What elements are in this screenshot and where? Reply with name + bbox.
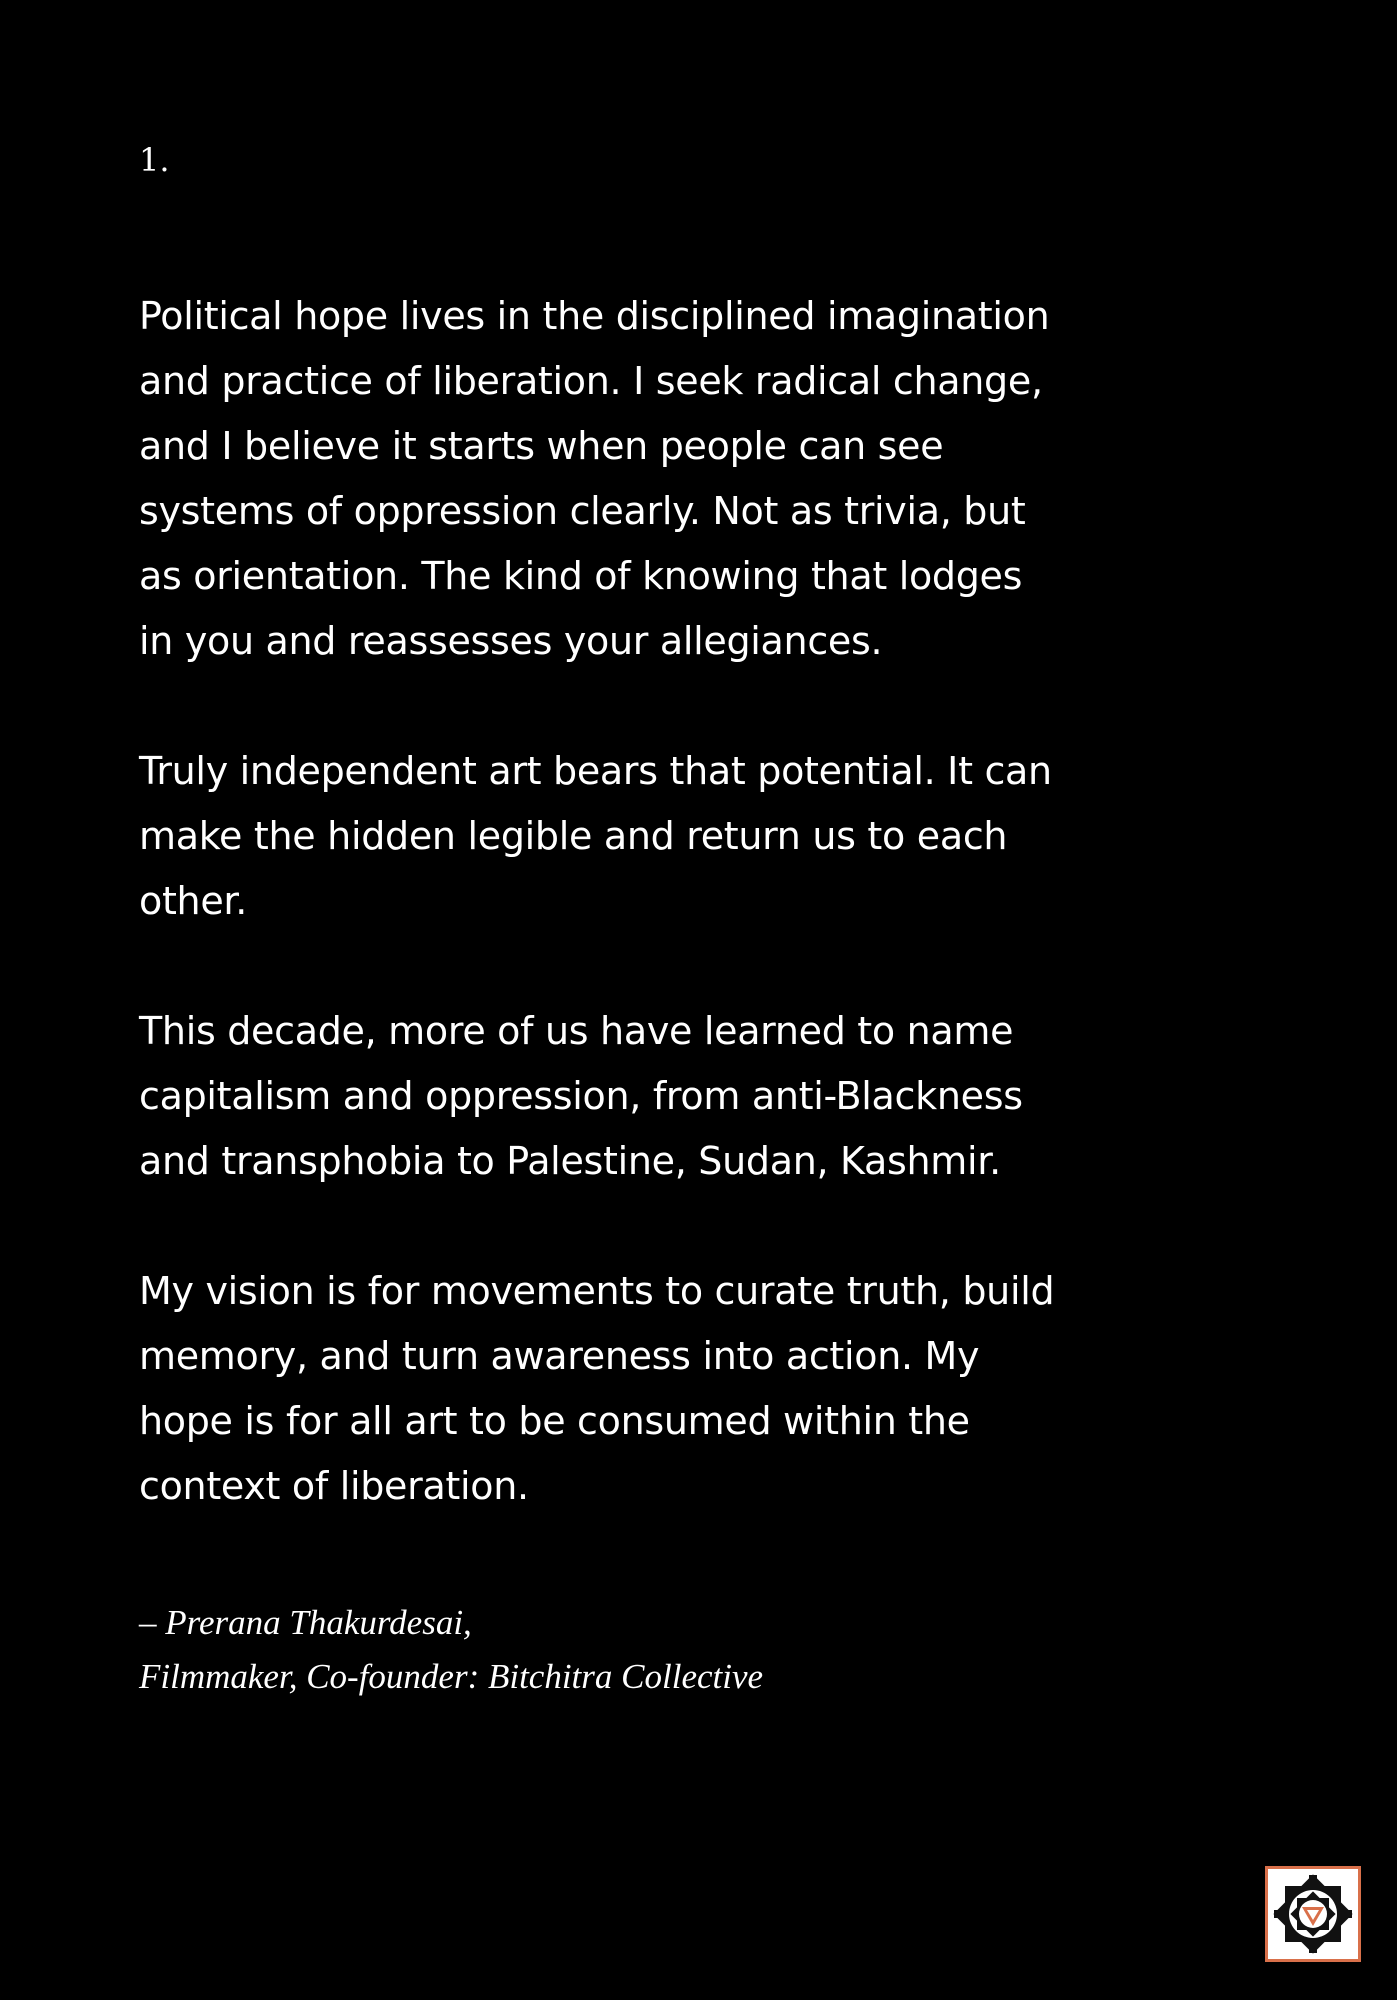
- text-line: as orientation. The kind of knowing that lodges: [139, 554, 1023, 598]
- paragraph-2: [139, 739, 1099, 934]
- paragraph-3: [139, 999, 1099, 1194]
- text-line: My vision is for movements to curate truth, build: [139, 1269, 1055, 1313]
- paragraph-4: [139, 1259, 1099, 1519]
- text-line: systems of oppression clearly. Not as trivia, but: [139, 489, 1026, 533]
- essay-body: [139, 284, 1099, 1519]
- text-line: This decade, more of us have learned to name: [139, 1009, 1014, 1053]
- logo-mark-icon: [1268, 1869, 1358, 1959]
- text-line: and transphobia to Palestine, Sudan, Kashmir.: [139, 1139, 1001, 1183]
- text-line: memory, and turn awareness into action. My: [139, 1334, 980, 1378]
- text-line: in you and reassesses your allegiances.: [139, 619, 883, 663]
- text-line: Truly independent art bears that potential. It can: [139, 749, 1052, 793]
- text-line: and practice of liberation. I seek radical change,: [139, 359, 1043, 403]
- text-line: and I believe it starts when people can see: [139, 424, 944, 468]
- attribution-role: Filmmaker, Co-founder: Bitchitra Collective: [139, 1657, 764, 1696]
- text-line: make the hidden legible and return us to each: [139, 814, 1008, 858]
- text-line: context of liberation.: [139, 1464, 529, 1508]
- text-line: Political hope lives in the disciplined imagination: [139, 294, 1050, 338]
- text-line: hope is for all art to be consumed within the: [139, 1399, 970, 1443]
- text-line: capitalism and oppression, from anti-Blackness: [139, 1074, 1023, 1118]
- paragraph-1: [139, 284, 1099, 674]
- attribution: [139, 1596, 763, 1704]
- page-number: 1.: [139, 141, 170, 179]
- attribution-author: – Prerana Thakurdesai,: [139, 1603, 472, 1642]
- text-line: other.: [139, 879, 248, 923]
- bitchitra-collective-logo-icon: [1265, 1866, 1361, 1962]
